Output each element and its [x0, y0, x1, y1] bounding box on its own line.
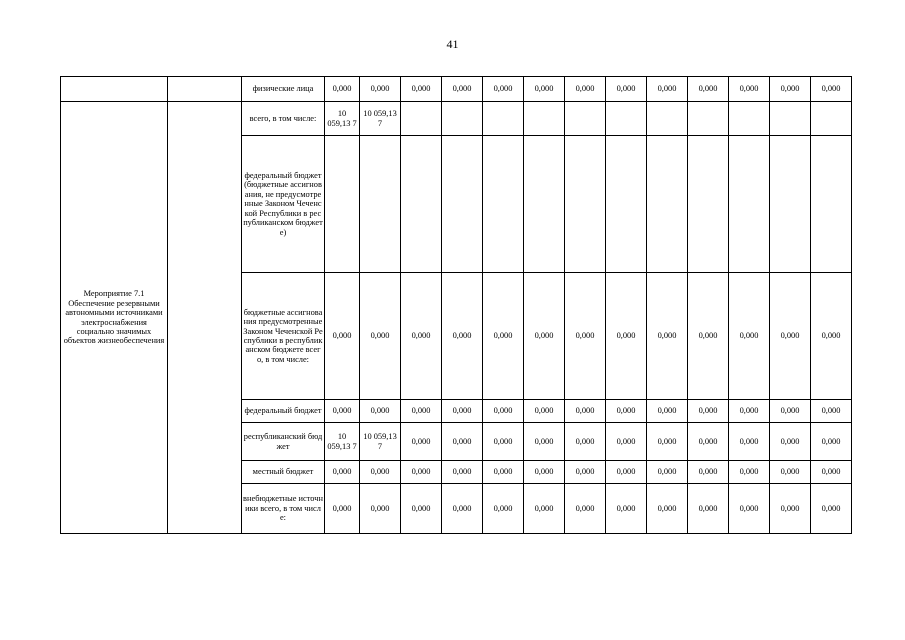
value-cell — [647, 102, 688, 136]
executor-cell-empty — [168, 102, 242, 534]
value-cell — [688, 136, 729, 273]
value-cell: 0,000 — [442, 400, 483, 423]
value-cell — [401, 102, 442, 136]
value-cell: 0,000 — [483, 273, 524, 400]
value-cell: 0,000 — [770, 423, 811, 461]
value-cell: 0,000 — [729, 400, 770, 423]
value-cell: 0,000 — [442, 77, 483, 102]
category-cell: внебюджетные источники всего, в том числе: — [242, 484, 325, 534]
value-cell: 0,000 — [565, 461, 606, 484]
value-cell: 0,000 — [688, 77, 729, 102]
category-cell: бюджетные ассигнования предусмотренные Законом Чеченской Республики в республиканском бюджете всего, в том числе: — [242, 273, 325, 400]
category-cell: всего, в том числе: — [242, 102, 325, 136]
value-cell: 0,000 — [729, 484, 770, 534]
value-cell: 0,000 — [442, 461, 483, 484]
table-row — [61, 77, 852, 102]
value-cell: 0,000 — [442, 484, 483, 534]
value-cell: 0,000 — [606, 273, 647, 400]
value-cell: 10 059,13 7 — [360, 102, 401, 136]
value-cell: 0,000 — [688, 461, 729, 484]
value-cell: 0,000 — [770, 77, 811, 102]
value-cell: 0,000 — [360, 400, 401, 423]
value-cell: 0,000 — [688, 273, 729, 400]
value-cell — [401, 136, 442, 273]
value-cell — [729, 136, 770, 273]
value-cell: 0,000 — [770, 273, 811, 400]
value-cell — [524, 102, 565, 136]
value-cell: 0,000 — [325, 77, 360, 102]
value-cell: 0,000 — [688, 423, 729, 461]
value-cell: 0,000 — [811, 423, 852, 461]
value-cell: 0,000 — [524, 423, 565, 461]
value-cell: 0,000 — [360, 484, 401, 534]
value-cell — [442, 102, 483, 136]
value-cell: 0,000 — [647, 461, 688, 484]
value-cell — [360, 136, 401, 273]
value-cell: 0,000 — [647, 400, 688, 423]
executor-cell-empty — [168, 77, 242, 102]
value-cell: 0,000 — [729, 461, 770, 484]
value-cell: 0,000 — [483, 461, 524, 484]
value-cell: 0,000 — [811, 273, 852, 400]
value-cell: 0,000 — [647, 423, 688, 461]
value-cell: 0,000 — [401, 77, 442, 102]
value-cell: 0,000 — [688, 484, 729, 534]
value-cell: 0,000 — [565, 484, 606, 534]
budget-table — [60, 76, 852, 534]
value-cell: 0,000 — [442, 273, 483, 400]
category-cell: республиканский бюджет — [242, 423, 325, 461]
value-cell: 0,000 — [524, 461, 565, 484]
value-cell: 0,000 — [606, 77, 647, 102]
value-cell: 0,000 — [401, 461, 442, 484]
value-cell — [565, 102, 606, 136]
category-cell: физические лица — [242, 77, 325, 102]
value-cell — [606, 102, 647, 136]
value-cell: 0,000 — [729, 273, 770, 400]
category-cell: местный бюджет — [242, 461, 325, 484]
value-cell: 0,000 — [483, 423, 524, 461]
value-cell: 0,000 — [325, 400, 360, 423]
value-cell: 0,000 — [483, 77, 524, 102]
value-cell: 0,000 — [524, 273, 565, 400]
value-cell: 0,000 — [811, 77, 852, 102]
value-cell — [565, 136, 606, 273]
value-cell: 0,000 — [606, 423, 647, 461]
table-row — [61, 102, 852, 136]
value-cell: 0,000 — [360, 461, 401, 484]
value-cell: 0,000 — [401, 273, 442, 400]
value-cell: 0,000 — [325, 484, 360, 534]
value-cell: 0,000 — [688, 400, 729, 423]
value-cell — [811, 136, 852, 273]
value-cell: 0,000 — [325, 461, 360, 484]
value-cell: 0,000 — [606, 400, 647, 423]
value-cell: 0,000 — [811, 400, 852, 423]
value-cell: 0,000 — [729, 77, 770, 102]
value-cell: 10 059,13 7 — [325, 102, 360, 136]
measure-title: Мероприятие 7.1 Обеспечение резервными автономными источниками электроснабжения социально значимых объектов жизнеобеспечения — [61, 102, 168, 534]
value-cell: 0,000 — [483, 484, 524, 534]
value-cell: 0,000 — [524, 77, 565, 102]
value-cell — [811, 102, 852, 136]
value-cell: 0,000 — [401, 423, 442, 461]
value-cell: 0,000 — [770, 484, 811, 534]
value-cell — [770, 136, 811, 273]
value-cell: 0,000 — [360, 77, 401, 102]
value-cell: 0,000 — [401, 484, 442, 534]
value-cell: 0,000 — [565, 423, 606, 461]
value-cell — [325, 136, 360, 273]
value-cell — [442, 136, 483, 273]
value-cell: 0,000 — [606, 484, 647, 534]
category-cell: федеральный бюджет — [242, 400, 325, 423]
value-cell: 0,000 — [811, 484, 852, 534]
value-cell: 0,000 — [483, 400, 524, 423]
value-cell — [606, 136, 647, 273]
value-cell: 0,000 — [401, 400, 442, 423]
value-cell: 10 059,13 7 — [325, 423, 360, 461]
value-cell: 0,000 — [729, 423, 770, 461]
value-cell: 0,000 — [647, 484, 688, 534]
value-cell: 0,000 — [565, 77, 606, 102]
value-cell: 0,000 — [647, 77, 688, 102]
value-cell: 0,000 — [360, 273, 401, 400]
value-cell: 0,000 — [524, 400, 565, 423]
value-cell: 0,000 — [565, 400, 606, 423]
value-cell: 0,000 — [647, 273, 688, 400]
value-cell — [647, 136, 688, 273]
value-cell: 0,000 — [325, 273, 360, 400]
value-cell: 0,000 — [524, 484, 565, 534]
value-cell — [729, 102, 770, 136]
value-cell: 0,000 — [442, 423, 483, 461]
value-cell: 0,000 — [565, 273, 606, 400]
value-cell — [770, 102, 811, 136]
value-cell — [688, 102, 729, 136]
value-cell — [524, 136, 565, 273]
value-cell: 10 059,13 7 — [360, 423, 401, 461]
value-cell: 0,000 — [606, 461, 647, 484]
value-cell — [483, 136, 524, 273]
category-cell: федеральный бюджет (бюджетные ассигнования, не предусмотренные Законом Чеченской Республики в республиканском бюджете) — [242, 136, 325, 273]
value-cell — [483, 102, 524, 136]
value-cell: 0,000 — [770, 400, 811, 423]
value-cell: 0,000 — [770, 461, 811, 484]
page-number: 41 — [446, 37, 459, 51]
value-cell: 0,000 — [811, 461, 852, 484]
measure-cell-empty — [61, 77, 168, 102]
